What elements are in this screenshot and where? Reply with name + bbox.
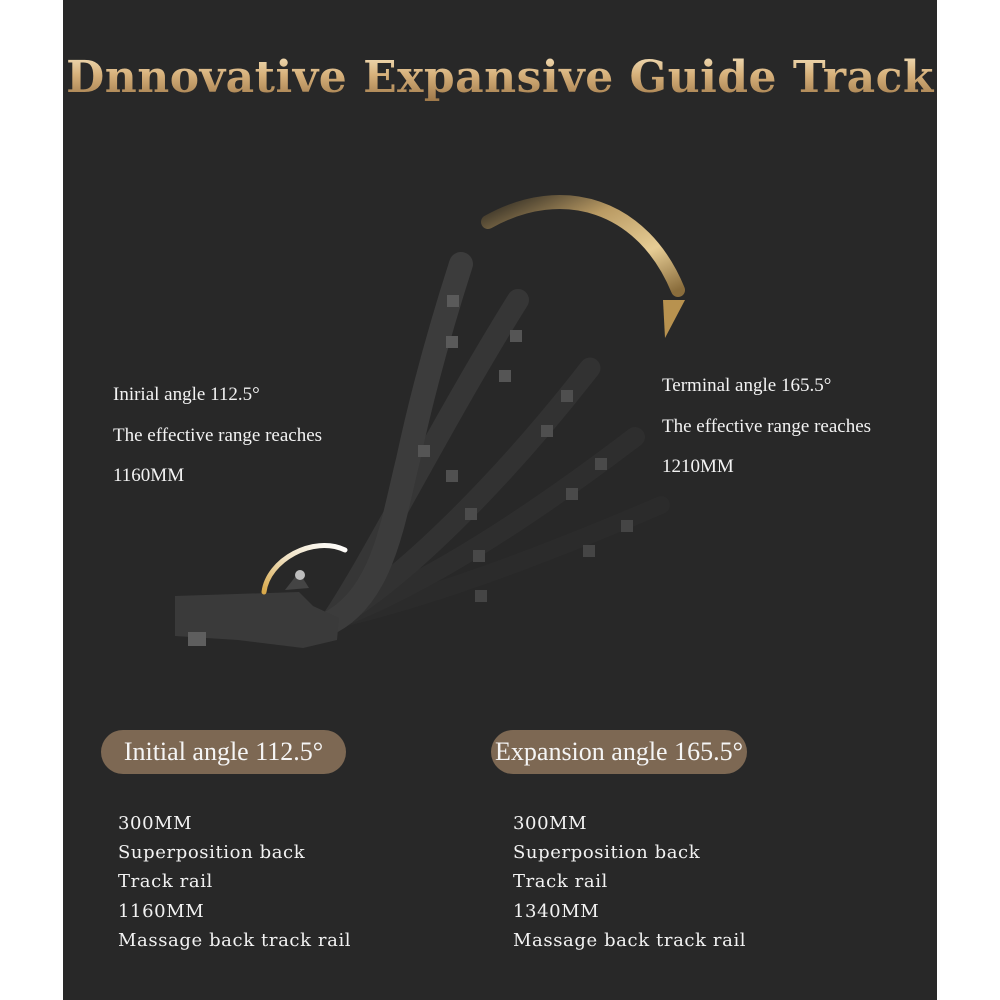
spec-item: Massage back track rail [513,929,747,951]
spec-item: 300MM [513,813,588,834]
spec-item: Superposition back [118,842,306,864]
spec-item: Track rail [513,871,608,893]
guide-track-illustration [63,0,937,700]
caption-line: The effective range reaches [662,415,872,437]
track-base [175,570,339,648]
spec-item: 1340MM [513,900,600,922]
caption-line: 1210MM [662,456,734,477]
caption-line: 1160MM [113,465,185,486]
spec-item: 1160MM [118,900,205,922]
caption-line: The effective range reaches [113,424,323,446]
caption-line: Inirial angle 112.5° [113,384,260,405]
spec-item: Superposition back [513,842,701,864]
initial-angle-badge: Initial angle 112.5° [101,730,346,774]
initial-angle-caption [113,375,322,497]
terminal-angle-caption [662,366,871,488]
initial-spec-list [118,809,351,955]
expansion-angle-badge: Expansion angle 165.5° [491,730,747,774]
spec-item: Massage back track rail [118,929,352,951]
caption-line: Terminal angle 165.5° [662,375,832,396]
track-rails [325,264,661,625]
expansion-spec-list [513,809,746,955]
spec-item: 300MM [118,813,193,834]
page-title: Dnnovative Expansive Guide Track [63,52,937,103]
spec-item: Track rail [118,871,213,893]
content-panel [63,0,937,1000]
